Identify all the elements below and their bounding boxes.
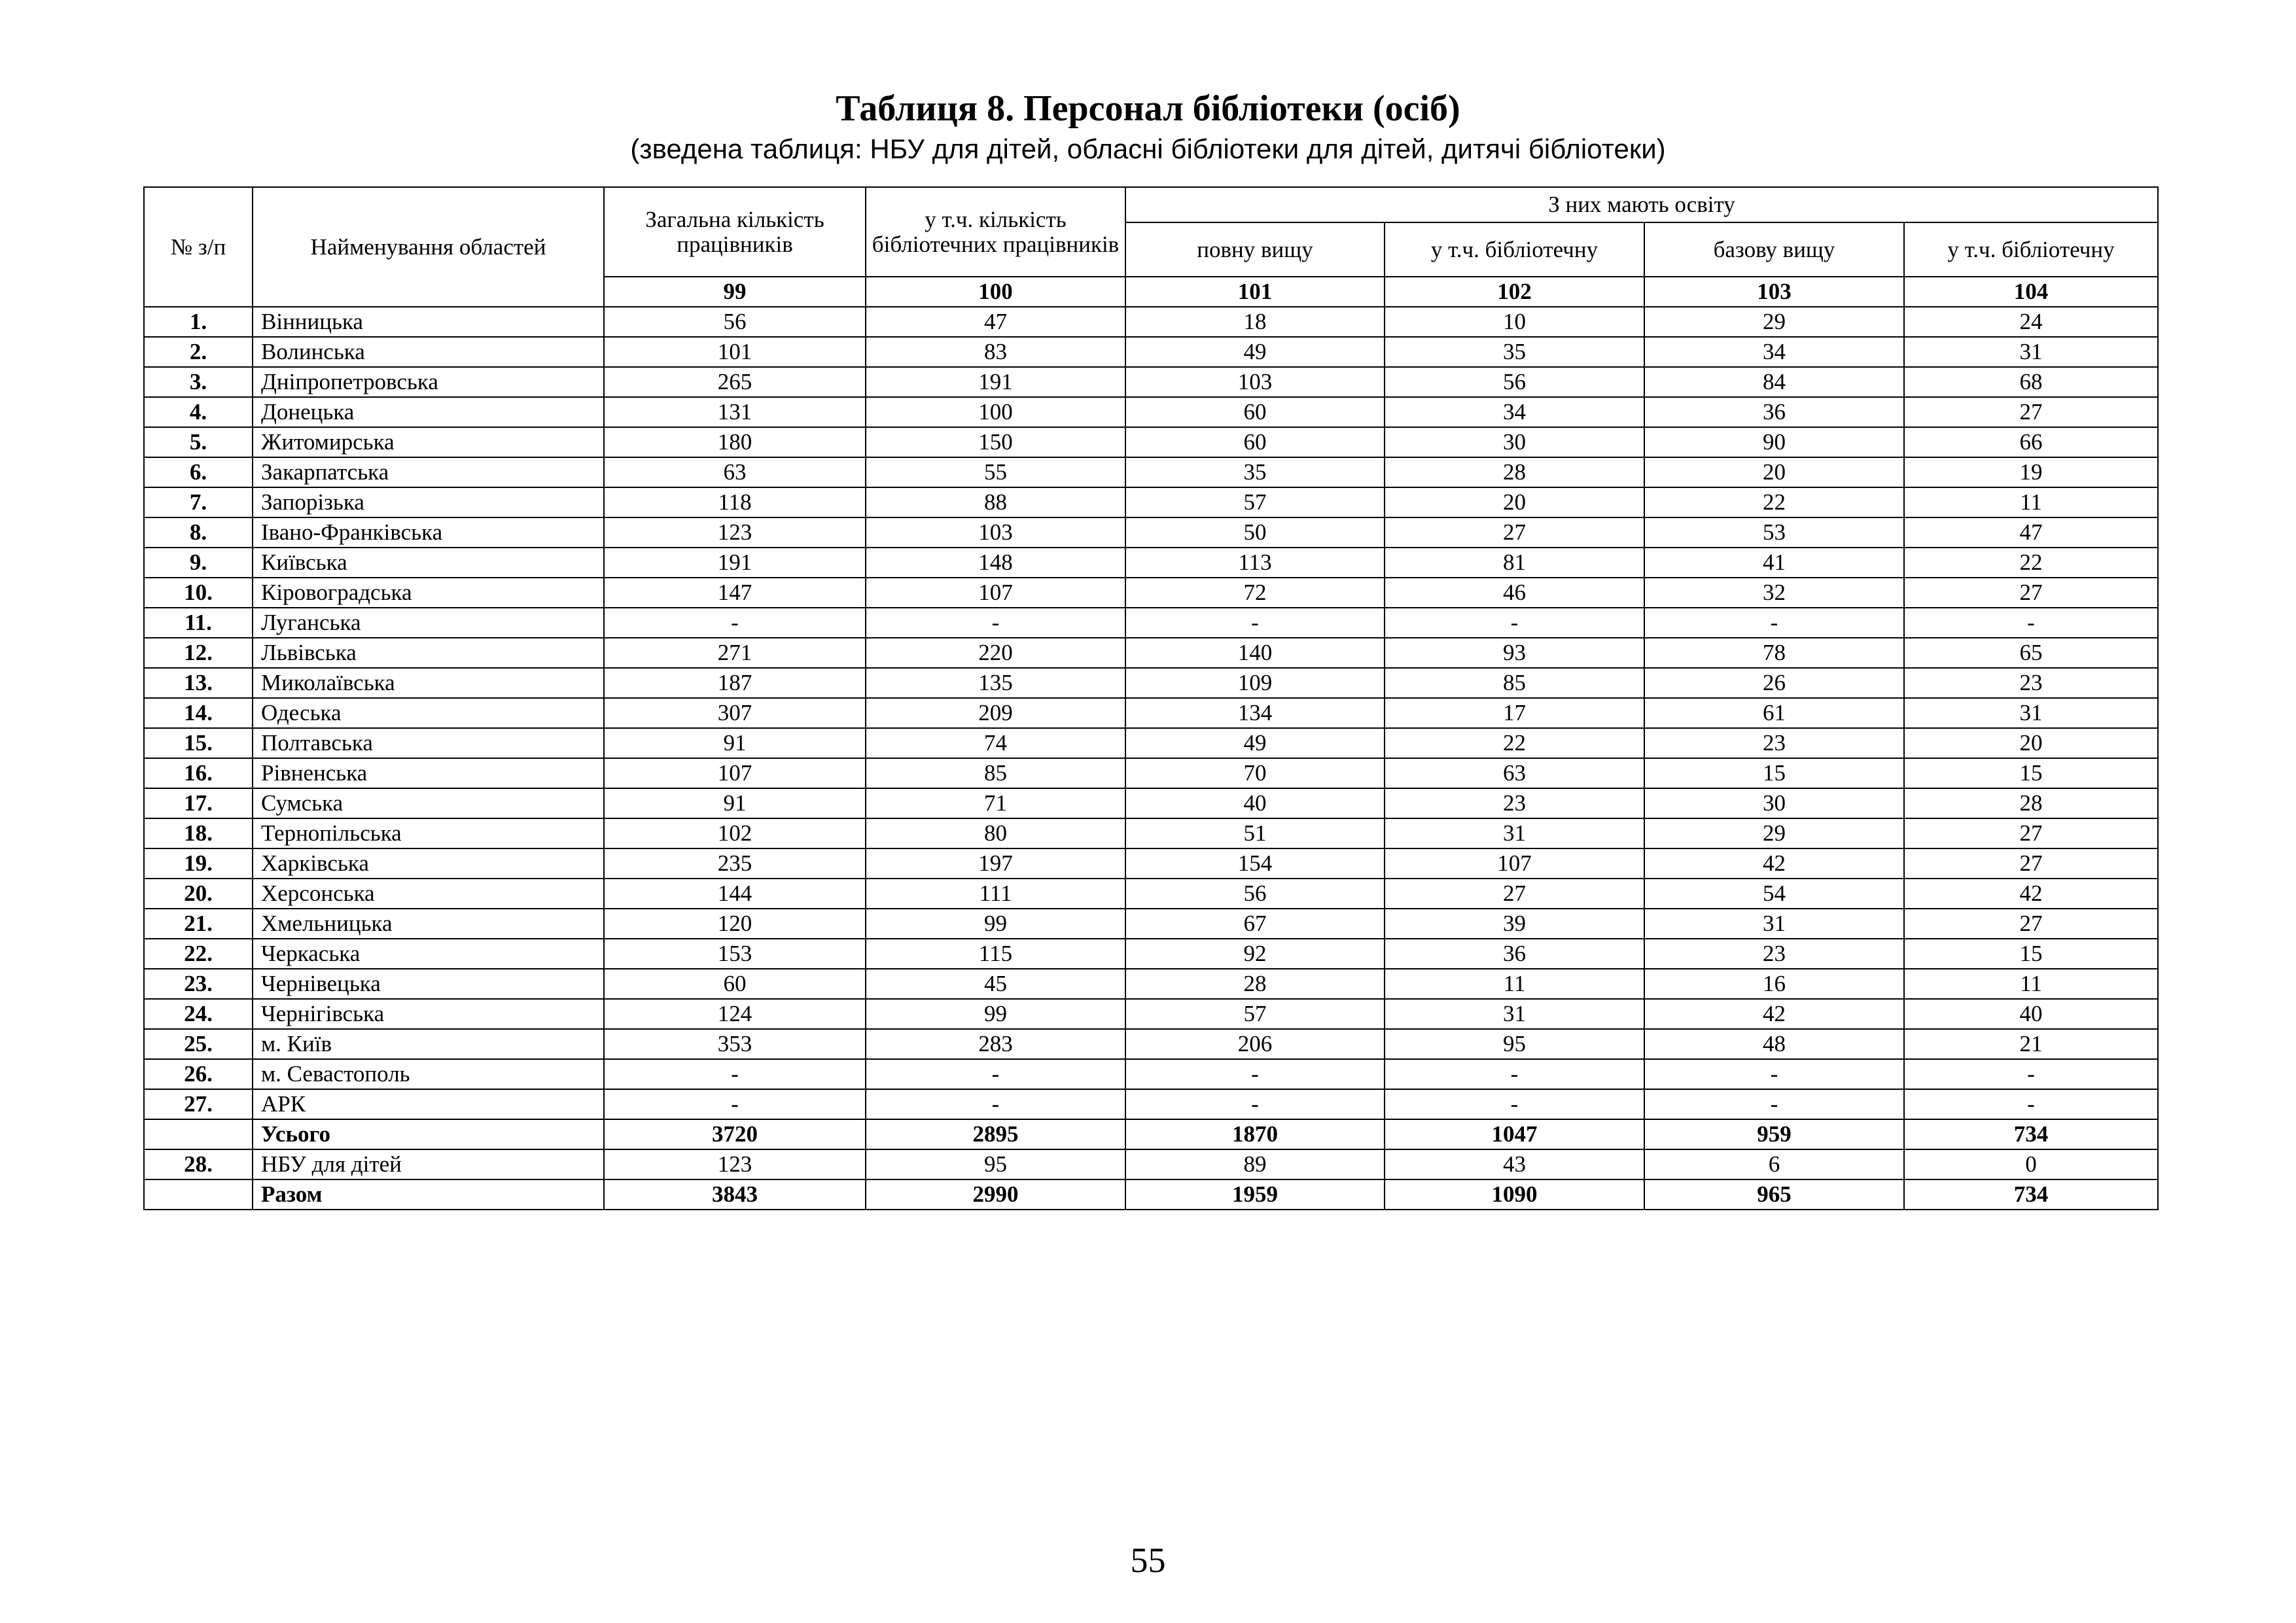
header-full-higher-library: у т.ч. бібліотечну [1385, 222, 1644, 277]
table-cell: 100 [866, 397, 1125, 427]
table-cell: 148 [866, 548, 1125, 578]
table-cell: 21 [1904, 1029, 2158, 1059]
table-cell: 20 [1904, 728, 2158, 758]
row-number: 20. [144, 879, 253, 909]
table-cell: - [1644, 1059, 1904, 1089]
table-cell: 24 [1904, 307, 2158, 337]
table-cell: 23 [1644, 728, 1904, 758]
table-cell: 89 [1125, 1149, 1385, 1179]
table-cell: 17 [1385, 698, 1644, 728]
header-name: Найменування областей [253, 187, 604, 307]
region-name: Сумська [253, 788, 604, 818]
table-cell: 78 [1644, 638, 1904, 668]
region-name: Полтавська [253, 728, 604, 758]
region-name: Київська [253, 548, 604, 578]
table-cell: 150 [866, 427, 1125, 457]
table-cell: 1959 [1125, 1179, 1385, 1210]
table-cell: 27 [1385, 879, 1644, 909]
region-name: Донецька [253, 397, 604, 427]
table-cell: 40 [1125, 788, 1385, 818]
table-cell: 20 [1385, 487, 1644, 517]
table-row [144, 397, 2158, 427]
table-cell: 50 [1125, 517, 1385, 548]
table-cell: 35 [1125, 457, 1385, 487]
header-library-staff: у т.ч. кількість бібліотечних працівників [866, 187, 1125, 277]
table-row [144, 427, 2158, 457]
table-cell: 0 [1904, 1149, 2158, 1179]
table-cell: - [1125, 1089, 1385, 1119]
table-row [144, 608, 2158, 638]
table-cell: 102 [604, 818, 866, 848]
page-number: 55 [1130, 1541, 1166, 1580]
row-number: 25. [144, 1029, 253, 1059]
table-cell: 31 [1385, 818, 1644, 848]
table-cell: 27 [1904, 909, 2158, 939]
table-cell: 57 [1125, 487, 1385, 517]
table-cell: 11 [1904, 969, 2158, 999]
table-cell: - [604, 1089, 866, 1119]
table-cell: 283 [866, 1029, 1125, 1059]
header-num: № з/п [144, 187, 253, 307]
table-cell: 54 [1644, 879, 1904, 909]
table-cell: 39 [1385, 909, 1644, 939]
table-body [144, 187, 2158, 1210]
table-cell: 88 [866, 487, 1125, 517]
table-cell: 27 [1904, 578, 2158, 608]
table-cell: 307 [604, 698, 866, 728]
row-number: 28. [144, 1149, 253, 1179]
table-cell: 60 [1125, 427, 1385, 457]
column-code: 101 [1125, 277, 1385, 307]
table-cell: 101 [604, 337, 866, 367]
table-cell: 20 [1644, 457, 1904, 487]
table-cell: 353 [604, 1029, 866, 1059]
table-cell: 147 [604, 578, 866, 608]
table-cell: - [604, 1059, 866, 1089]
table-cell: 107 [604, 758, 866, 788]
table-row [144, 337, 2158, 367]
table-cell: 42 [1644, 999, 1904, 1029]
table-cell: - [1125, 608, 1385, 638]
row-number: 9. [144, 548, 253, 578]
region-name: Запорізька [253, 487, 604, 517]
table-row [144, 517, 2158, 548]
table-cell: 265 [604, 367, 866, 397]
page-subtitle: (зведена таблиця: НБУ для дітей, обласні бібліотеки для дітей, дитячі бібліотеки) [630, 133, 1666, 164]
table-cell: 187 [604, 668, 866, 698]
table-cell: 26 [1644, 668, 1904, 698]
table-cell: 65 [1904, 638, 2158, 668]
table-row [144, 1089, 2158, 1119]
table-cell: 1090 [1385, 1179, 1644, 1210]
table-cell: 115 [866, 939, 1125, 969]
row-number: 17. [144, 788, 253, 818]
table-cell: 131 [604, 397, 866, 427]
table-row [144, 758, 2158, 788]
row-number [144, 1119, 253, 1149]
table-cell: 91 [604, 728, 866, 758]
table-cell: 11 [1904, 487, 2158, 517]
table-cell: 23 [1385, 788, 1644, 818]
table-cell: 10 [1385, 307, 1644, 337]
table-row [144, 487, 2158, 517]
table-cell: 103 [866, 517, 1125, 548]
table-cell: - [1904, 1059, 2158, 1089]
row-number: 6. [144, 457, 253, 487]
table-cell: - [604, 608, 866, 638]
header-total: Загальна кількість працівників [604, 187, 866, 277]
table-cell: 34 [1385, 397, 1644, 427]
table-cell: 72 [1125, 578, 1385, 608]
table-cell: 48 [1644, 1029, 1904, 1059]
table-cell: 2895 [866, 1119, 1125, 1149]
table-cell: 206 [1125, 1029, 1385, 1059]
table-cell: - [1385, 1089, 1644, 1119]
region-name: АРК [253, 1089, 604, 1119]
header-full-higher: повну вищу [1125, 222, 1385, 277]
table-cell: 45 [866, 969, 1125, 999]
region-name: Львівська [253, 638, 604, 668]
region-name: Кіровоградська [253, 578, 604, 608]
table-cell: 85 [866, 758, 1125, 788]
row-number: 1. [144, 307, 253, 337]
table-cell: 34 [1644, 337, 1904, 367]
region-name: Харківська [253, 848, 604, 879]
table-cell: - [1385, 1059, 1644, 1089]
table-cell: 23 [1644, 939, 1904, 969]
table-cell: 93 [1385, 638, 1644, 668]
header-basic-higher: базову вищу [1644, 222, 1904, 277]
table-cell: - [1385, 608, 1644, 638]
table-cell: - [1904, 608, 2158, 638]
table-cell: 191 [866, 367, 1125, 397]
table-cell: 99 [866, 909, 1125, 939]
row-number: 5. [144, 427, 253, 457]
table-cell: 140 [1125, 638, 1385, 668]
table-cell: 30 [1385, 427, 1644, 457]
region-name: Житомирська [253, 427, 604, 457]
table-cell: 123 [604, 1149, 866, 1179]
table-row [144, 698, 2158, 728]
table-cell: 107 [1385, 848, 1644, 879]
row-number: 15. [144, 728, 253, 758]
table-cell: - [866, 608, 1125, 638]
table-cell: 3843 [604, 1179, 866, 1210]
table-cell: 734 [1904, 1179, 2158, 1210]
table-row [144, 728, 2158, 758]
table-cell: 22 [1904, 548, 2158, 578]
row-number: 23. [144, 969, 253, 999]
table-cell: 107 [866, 578, 1125, 608]
table-cell: 109 [1125, 668, 1385, 698]
table-cell: 123 [604, 517, 866, 548]
table-row [144, 638, 2158, 668]
table-cell: 11 [1385, 969, 1644, 999]
row-number: 13. [144, 668, 253, 698]
table-row [144, 1059, 2158, 1089]
table-cell: - [1644, 608, 1904, 638]
table-cell: 2990 [866, 1179, 1125, 1210]
region-name: Луганська [253, 608, 604, 638]
table-cell: 120 [604, 909, 866, 939]
table-cell: 41 [1644, 548, 1904, 578]
region-name: Закарпатська [253, 457, 604, 487]
row-number: 4. [144, 397, 253, 427]
region-name: Хмельницька [253, 909, 604, 939]
column-code: 103 [1644, 277, 1904, 307]
column-code: 104 [1904, 277, 2158, 307]
table-cell: 56 [1125, 879, 1385, 909]
table-cell: 92 [1125, 939, 1385, 969]
column-code: 102 [1385, 277, 1644, 307]
table-cell: 32 [1644, 578, 1904, 608]
table-row [144, 1149, 2158, 1179]
table-cell: 55 [866, 457, 1125, 487]
table-cell: 144 [604, 879, 866, 909]
table-cell: 51 [1125, 818, 1385, 848]
table-cell: 99 [866, 999, 1125, 1029]
table-cell: 209 [866, 698, 1125, 728]
header-basic-higher-library: у т.ч. бібліотечну [1904, 222, 2158, 277]
staff-table [143, 186, 2159, 1210]
table-cell: 6 [1644, 1149, 1904, 1179]
table-row [144, 788, 2158, 818]
table-cell: 191 [604, 548, 866, 578]
table-cell: 23 [1904, 668, 2158, 698]
table-cell: 22 [1385, 728, 1644, 758]
table-row [144, 548, 2158, 578]
header-row-1 [144, 187, 2158, 222]
table-cell: 68 [1904, 367, 2158, 397]
table-cell: 49 [1125, 728, 1385, 758]
table-row [144, 969, 2158, 999]
table-cell: 180 [604, 427, 866, 457]
row-number: 24. [144, 999, 253, 1029]
region-name: Дніпропетровська [253, 367, 604, 397]
table-cell: 19 [1904, 457, 2158, 487]
table-cell: 63 [604, 457, 866, 487]
table-cell: 965 [1644, 1179, 1904, 1210]
table-cell: 29 [1644, 307, 1904, 337]
row-number: 11. [144, 608, 253, 638]
region-name: Чернівецька [253, 969, 604, 999]
table-row [144, 1119, 2158, 1149]
table-cell: 31 [1385, 999, 1644, 1029]
table-cell: 1047 [1385, 1119, 1644, 1149]
table-cell: 124 [604, 999, 866, 1029]
table-row [144, 367, 2158, 397]
table-cell: 154 [1125, 848, 1385, 879]
table-cell: 27 [1904, 848, 2158, 879]
table-cell: 28 [1385, 457, 1644, 487]
row-number: 21. [144, 909, 253, 939]
region-name: Разом [253, 1179, 604, 1210]
table-cell: 36 [1385, 939, 1644, 969]
table-cell: 36 [1644, 397, 1904, 427]
table-cell: 63 [1385, 758, 1644, 788]
region-name: Івано-Франківська [253, 517, 604, 548]
table-cell: 83 [866, 337, 1125, 367]
row-number: 10. [144, 578, 253, 608]
row-number: 18. [144, 818, 253, 848]
table-cell: 90 [1644, 427, 1904, 457]
table-row [144, 668, 2158, 698]
table-row [144, 999, 2158, 1029]
table-cell: 46 [1385, 578, 1644, 608]
row-number: 14. [144, 698, 253, 728]
column-code: 99 [604, 277, 866, 307]
table-cell: 197 [866, 848, 1125, 879]
table-row [144, 818, 2158, 848]
row-number: 16. [144, 758, 253, 788]
region-name: Тернопільська [253, 818, 604, 848]
table-cell: 27 [1904, 818, 2158, 848]
row-number: 27. [144, 1089, 253, 1119]
table-cell: 31 [1644, 909, 1904, 939]
region-name: Миколаївська [253, 668, 604, 698]
table-cell: 53 [1644, 517, 1904, 548]
row-number: 12. [144, 638, 253, 668]
table-cell: 29 [1644, 818, 1904, 848]
table-cell: 40 [1904, 999, 2158, 1029]
table-row [144, 307, 2158, 337]
table-cell: 95 [1385, 1029, 1644, 1059]
table-cell: 74 [866, 728, 1125, 758]
table-cell: 43 [1385, 1149, 1644, 1179]
table-cell: 61 [1644, 698, 1904, 728]
region-name: м. Київ [253, 1029, 604, 1059]
table-cell: 16 [1644, 969, 1904, 999]
table-cell: 42 [1904, 879, 2158, 909]
table-cell: 153 [604, 939, 866, 969]
table-cell: 81 [1385, 548, 1644, 578]
region-name: м. Севастополь [253, 1059, 604, 1089]
table-cell: 35 [1385, 337, 1644, 367]
table-cell: 60 [1125, 397, 1385, 427]
row-number: 8. [144, 517, 253, 548]
table-cell: 85 [1385, 668, 1644, 698]
table-cell: 28 [1904, 788, 2158, 818]
table-cell: 235 [604, 848, 866, 879]
table-cell: 271 [604, 638, 866, 668]
table-cell: 135 [866, 668, 1125, 698]
region-name: Чернігівська [253, 999, 604, 1029]
table-cell: - [1644, 1089, 1904, 1119]
table-cell: 31 [1904, 337, 2158, 367]
table-cell: 67 [1125, 909, 1385, 939]
table-cell: 70 [1125, 758, 1385, 788]
row-number: 7. [144, 487, 253, 517]
table-cell: 15 [1904, 758, 2158, 788]
table-cell: 959 [1644, 1119, 1904, 1149]
table-cell: 220 [866, 638, 1125, 668]
table-cell: 22 [1644, 487, 1904, 517]
table-cell: 47 [866, 307, 1125, 337]
region-name: НБУ для дітей [253, 1149, 604, 1179]
table-cell: 134 [1125, 698, 1385, 728]
region-name: Вінницька [253, 307, 604, 337]
table-cell: 18 [1125, 307, 1385, 337]
table-cell: - [866, 1059, 1125, 1089]
table-row [144, 879, 2158, 909]
table-cell: 118 [604, 487, 866, 517]
table-cell: 30 [1644, 788, 1904, 818]
table-cell: 57 [1125, 999, 1385, 1029]
table-row [144, 457, 2158, 487]
row-number: 26. [144, 1059, 253, 1089]
table-cell: 84 [1644, 367, 1904, 397]
table-row [144, 1029, 2158, 1059]
row-number: 19. [144, 848, 253, 879]
table-cell: 103 [1125, 367, 1385, 397]
row-number: 2. [144, 337, 253, 367]
table-row [144, 939, 2158, 969]
table-cell: - [1904, 1089, 2158, 1119]
table-cell: 15 [1904, 939, 2158, 969]
table-cell: 734 [1904, 1119, 2158, 1149]
table-cell: 31 [1904, 698, 2158, 728]
region-name: Рівненська [253, 758, 604, 788]
table-cell: 15 [1644, 758, 1904, 788]
table-cell: 28 [1125, 969, 1385, 999]
table-cell: 66 [1904, 427, 2158, 457]
table-cell: - [1125, 1059, 1385, 1089]
table-cell: 56 [1385, 367, 1644, 397]
table-cell: 60 [604, 969, 866, 999]
region-name: Усього [253, 1119, 604, 1149]
page-title: Таблиця 8. Персонал бібліотеки (осіб) [836, 88, 1460, 129]
header-education-group: З них мають освіту [1125, 187, 2158, 222]
table-cell: 3720 [604, 1119, 866, 1149]
region-name: Одеська [253, 698, 604, 728]
table-cell: 80 [866, 818, 1125, 848]
table-cell: 56 [604, 307, 866, 337]
region-name: Волинська [253, 337, 604, 367]
region-name: Херсонська [253, 879, 604, 909]
table-cell: 111 [866, 879, 1125, 909]
table-row [144, 578, 2158, 608]
row-number: 3. [144, 367, 253, 397]
table-cell: 113 [1125, 548, 1385, 578]
table-row [144, 909, 2158, 939]
table-cell: 42 [1644, 848, 1904, 879]
table-cell: 91 [604, 788, 866, 818]
table-cell: 1870 [1125, 1119, 1385, 1149]
table-cell: - [866, 1089, 1125, 1119]
column-code: 100 [866, 277, 1125, 307]
table-cell: 95 [866, 1149, 1125, 1179]
table-row [144, 848, 2158, 879]
region-name: Черкаська [253, 939, 604, 969]
row-number [144, 1179, 253, 1210]
table-cell: 47 [1904, 517, 2158, 548]
table-cell: 49 [1125, 337, 1385, 367]
row-number: 22. [144, 939, 253, 969]
table-cell: 27 [1904, 397, 2158, 427]
table-cell: 71 [866, 788, 1125, 818]
table-row [144, 1179, 2158, 1210]
table-cell: 27 [1385, 517, 1644, 548]
